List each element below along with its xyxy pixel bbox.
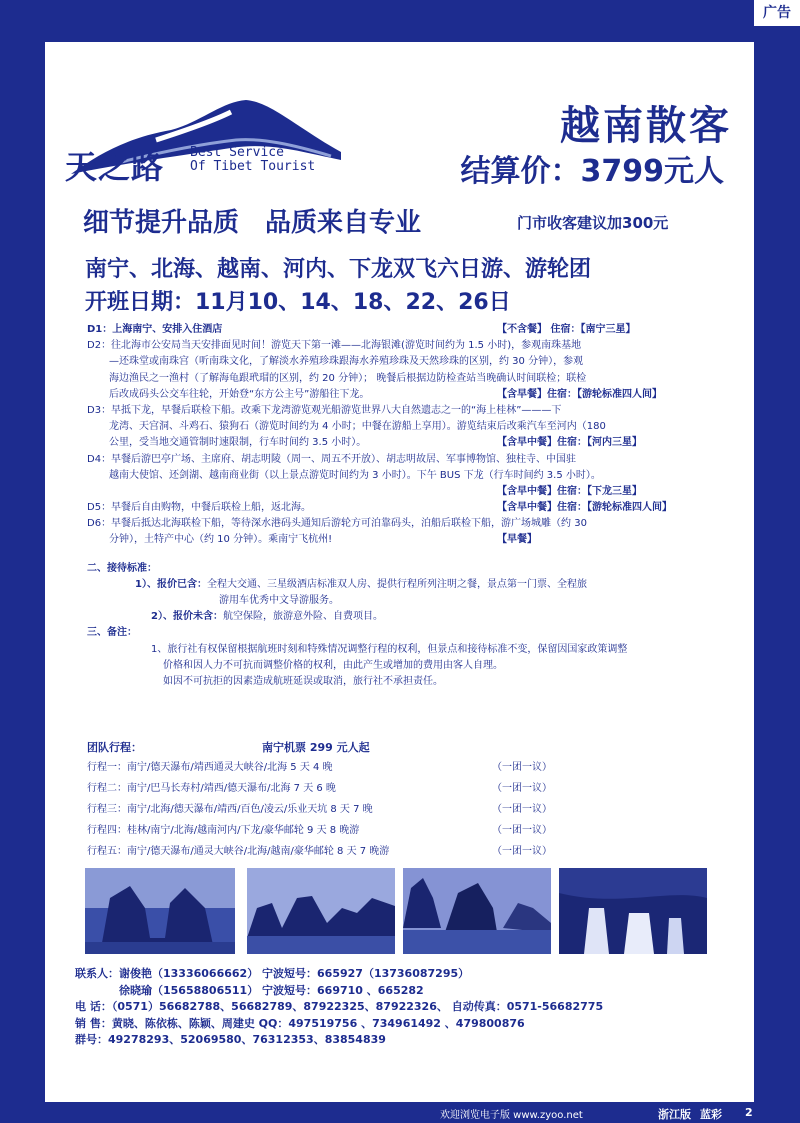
itinerary-line: D2：往北海市公安局当天安排面见时间！游览天下第一滩——北海银滩(游览时间约为 1.5 小时)，参观南珠基地 <box>87 340 582 352</box>
itinerary-line: 海边渔民之一渔村（了解海龟跟玳瑁的区别，约 20 分钟）； 晚餐后根据边防检查站当晚确认时间联检；联检 <box>109 372 587 384</box>
footer-site[interactable]: 欢迎浏览电子版 www.zyoo.net <box>440 1110 583 1121</box>
group-title: 团队行程： <box>87 741 142 754</box>
footer-edition: 浙江版 <box>658 1108 691 1121</box>
itinerary-line: 公里，受当地交通管制时速限制，行车时间约 3.5 小时）。 【含早中餐】住宿：【河内三星】 <box>109 437 642 449</box>
itinerary-line: D5：早餐后自由购物，中餐后联检上船，返北海。 【含早中餐】住宿：【游轮标准四人间】 <box>87 502 672 514</box>
footer <box>0 1104 800 1123</box>
itinerary-line: 【含早中餐】住宿：【下龙三星】 <box>497 485 642 497</box>
remarks-line: 如因不可抗拒的因素造成航班延误或取消，旅行社不承担责任。 <box>163 675 443 687</box>
itinerary <box>87 322 737 690</box>
footer-section: 蓝彩 <box>700 1108 722 1121</box>
contact-line: 徐晓瑜（15658806511） 宁波短号：669710 、665282 <box>75 983 424 997</box>
brand-name-en <box>190 146 315 174</box>
photo-strip <box>85 868 715 954</box>
route-title: 南宁、北海、越南、河内、下龙双飞六日游、游轮团 <box>85 257 592 282</box>
group-route-row: 行程五：南宁/德天瀑布/通灵大峡谷/北海/越南/豪华邮轮 8 天 7 晚游 （一团一议） <box>87 846 552 857</box>
waterfall-photo <box>559 868 707 954</box>
ad-page <box>45 42 754 1102</box>
group-route-row: 行程四：桂林/南宁/北海/越南河内/下龙/豪华邮轮 9 天 8 晚游 （一团一议） <box>87 825 552 836</box>
contact-line: 群号：49278293、52069580、76312353、83854839 <box>75 1033 386 1046</box>
group-route-row: 行程一：南宁/德天瀑布/靖西通灵大峡谷/北海 5 天 4 晚 （一团一议） <box>87 762 552 773</box>
remarks-title: 三、备注： <box>87 627 137 639</box>
group-header <box>87 739 737 757</box>
itinerary-line: 龙湾、天宫洞、斗鸡石、猿狗石（游览时间约为 4 小时；中餐在游船上享用）。游览结束后改乘汽车至河内（180 <box>109 421 606 433</box>
itinerary-line: —还珠堂或南珠宫（听南珠文化，了解淡水养殖珍珠跟海水养殖珍珠及天然珍珠的区别，约 30 分钟），参观 <box>109 356 584 368</box>
ad-tag: 广告 <box>754 0 800 26</box>
contact-line: 联系人：谢俊艳（13336066662） 宁波短号：665927（13736087295） <box>75 967 470 980</box>
contact-line: 电 话：（0571）56682788、56682789、87922325、87922326、 自动传真：0571-56682775 <box>75 1000 604 1013</box>
itinerary-line: 分钟），土特产中心（约 10 分钟）。乘南宁飞杭州! 【早餐】 <box>109 534 537 546</box>
brand-en-line2: Of Tibet Tourist <box>190 159 316 174</box>
standards-title: 二、接待标准： <box>87 562 157 574</box>
remarks-line: 1、旅行社有权保留根据航班时刻和特殊情况调整行程的权利，但景点和接待标准不变，保留因国家政策调整 <box>151 643 628 655</box>
rock-arch-photo <box>85 868 235 954</box>
karst-islands-photo <box>403 868 551 954</box>
price: 结算价：3799元人 <box>460 154 724 189</box>
standards-included: 1）、报价已含：全程大交通、三星级酒店标准双人房、提供行程所列注明之餐，景点第一门票、全程旅 <box>135 578 587 590</box>
halong-bay-photo <box>247 868 395 954</box>
contact-line: 销 售：黄晓、陈依栋、陈颖、周建史 QQ：497519756 、734961492 、479800876 <box>75 1016 525 1030</box>
itinerary-line: D3：早抵下龙，早餐后联检下船。改乘下龙湾游览观光船游览世界八大自然遗志之一的“海上桂林”———下 <box>87 404 562 416</box>
footer-page: 2 <box>745 1106 753 1119</box>
itinerary-line: 越南大使馆、还剑湖、越南商业街（以上景点游览时间约为 3 小时）。下午 BUS 下龙（行车时间约 3.5 小时）。 <box>109 469 601 481</box>
itinerary-line: D1：上海南宁、安排入住酒店 【不含餐】 住宿：【南宁三星】 <box>87 324 636 335</box>
itinerary-line: 后改成码头公交车往轮，开始登“东方公主号”游船往下龙。 【含早餐】住宿：【游轮标准四人间】 <box>109 388 662 400</box>
group-route-row: 行程三：南宁/北海/德天瀑布/靖西/百色/凌云/乐业天坑 8 天 7 晚 （一团一议） <box>87 804 552 815</box>
brand-en-line1: Best Service <box>190 145 284 160</box>
remarks-line: 价格和因人力不可抗而调整价格的权利，由此产生或增加的费用由客人自理。 <box>163 659 503 671</box>
standards-included-cont: 游用车优秀中文导游服务。 <box>219 595 339 606</box>
slogan: 细节提升品质 品质来自专业 <box>83 208 422 238</box>
standards-excluded: 2）、报价未含：航空保险，旅游意外险、自费项目。 <box>151 611 383 623</box>
headline: 越南散客 <box>560 103 732 149</box>
contacts <box>75 966 745 1049</box>
slogan-note: 门市收客建议加300元 <box>517 214 669 232</box>
itinerary-line: D6：早餐后抵达北海联检下船，等待深水港码头通知后游轮方可泊靠码头，泊船后联检下船，游广场城雕（约 30 <box>87 518 587 530</box>
brand-name-cn: 天之路 <box>65 148 165 186</box>
group-routes <box>87 739 737 862</box>
itinerary-line: D4：早餐后游巴亭广场、主席府、胡志明陵（周一、周五不开放）、胡志明故居、军事博物馆、独柱寺、中国驻 <box>87 453 577 465</box>
group-route-row: 行程二：南宁/巴马长寿村/靖西/德天瀑布/北海 7 天 6 晚 （一团一议） <box>87 783 552 794</box>
group-price: 南宁机票 299 元人起 <box>262 741 370 754</box>
departure-dates: 开班日期：11月10、14、18、22、26日 <box>85 290 511 315</box>
